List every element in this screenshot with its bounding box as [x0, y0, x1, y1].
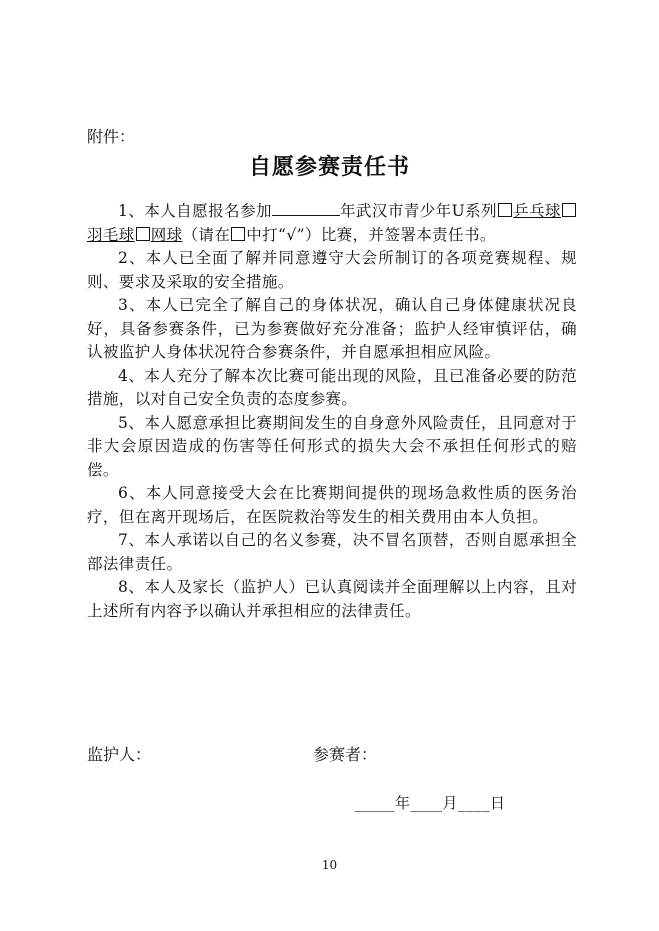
- sport-tennis-label: 网球: [150, 225, 183, 244]
- paragraph-4: 4、本人充分了解本次比赛可能出现的风险，且已准备必要的防范措施，以对自己安全负责的态度参赛。: [87, 366, 577, 408]
- document-body: [87, 200, 577, 623]
- checkbox-badminton[interactable]: [562, 203, 576, 217]
- instruction-a: （请在: [182, 225, 231, 244]
- paragraph-5: 5、本人愿意承担比赛期间发生的自身意外风险责任，且同意对于非大会原因造成的伤害等任何形式的损失大会不承担任何形式的赔偿。: [87, 413, 577, 479]
- paragraph-8: 8、本人及家长（监护人）已认真阅读并全面理解以上内容，且对上述所有内容予以确认并承担相应的法律责任。: [87, 578, 577, 620]
- page-number: 10: [321, 858, 338, 872]
- instruction-b: 中打“√”）比赛，并签署本责任书。: [246, 225, 496, 244]
- paragraph-1: [87, 200, 577, 247]
- checkbox-tennis[interactable]: [136, 227, 150, 241]
- sport-badminton-label: 羽毛球: [87, 225, 135, 244]
- year-blank[interactable]: [272, 201, 340, 216]
- participant-signature-label: 参赛者：: [313, 745, 378, 764]
- paragraph-3: 3、本人已完全了解自己的身体状况，确认自己身体健康状况良好，具备参赛条件，已为参赛做好充分准备；监护人经审慎评估，确认被监护人身体状况符合参赛条件，并自愿承担相应风险。: [87, 296, 577, 361]
- p1-prefix: 1、本人自愿报名参加: [118, 202, 272, 220]
- guardian-signature-label: 监护人：: [87, 745, 152, 764]
- date-line[interactable]: _____年____月____日: [355, 794, 506, 812]
- paragraph-6: 6、本人同意接受大会在比赛期间提供的现场急救性质的医务治疗，但在离开现场后，在医院救治等发生的相关费用由本人负担。: [87, 484, 577, 526]
- checkbox-example-icon: [231, 227, 245, 241]
- checkbox-table-tennis[interactable]: [498, 203, 512, 217]
- p1-mid: 年武汉市青少年U系列: [339, 202, 498, 220]
- paragraph-2: 2、本人已全面了解并同意遵守大会所制订的各项竞赛规程、规则、要求及采取的安全措施。: [87, 249, 577, 291]
- sport-table-tennis-label: 乒乓球: [513, 202, 561, 220]
- document-title: 自愿参赛责任书: [248, 154, 410, 180]
- attachment-label: 附件：: [87, 127, 136, 146]
- paragraph-7: 7、本人承诺以自己的名义参赛，决不冒名顶替，否则自愿承担全部法律责任。: [87, 531, 577, 573]
